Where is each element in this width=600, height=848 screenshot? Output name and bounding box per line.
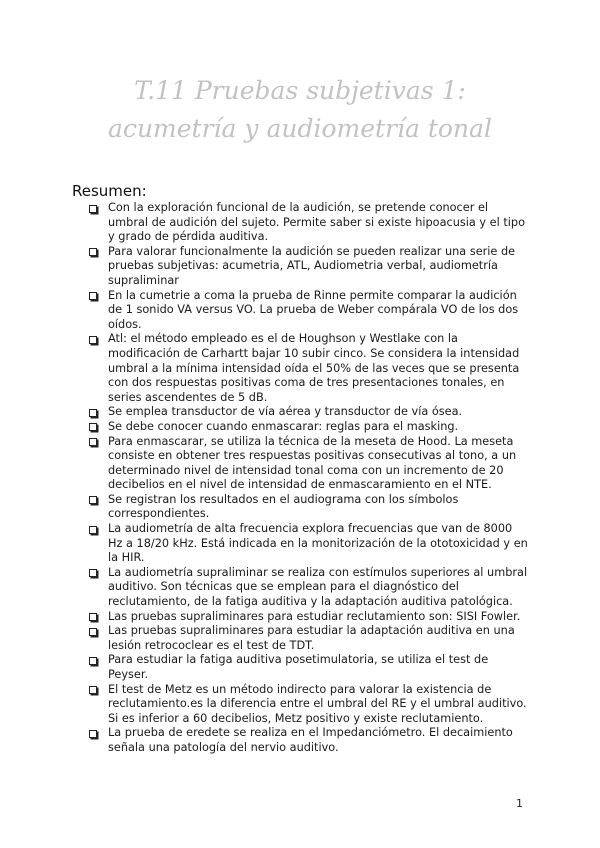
list-item-text: Para enmascarar, se utiliza la técnica de la meseta de Hood. La meseta consiste en obtener tres respuestas positivas consecutivas al tono, a un determinado nivel de intensidad tonal coma con un incremento de 20 decibelios en el nivel de intensidad de enmascaramiento en el NTE. xyxy=(108,434,517,492)
list-item-text: Atl: el método empleado es el de Houghson y Westlake con la modificación de Carhartt bajar 10 subir cinco. Se considera la intensidad umbral a la mínima intensidad oída el 50% de las veces que se presenta con dos respuestas positivas coma de tres presentaciones tonales, en series ascendentes de 5 dB. xyxy=(108,332,520,404)
checkbox-bullet-icon xyxy=(89,496,97,504)
checkbox-bullet-icon xyxy=(89,628,97,636)
list-item xyxy=(88,245,530,289)
checkbox-bullet-icon xyxy=(89,292,97,300)
list-item-text: Las pruebas supraliminares para estudiar reclutamiento son: SISI Fowler. xyxy=(108,609,521,623)
list-item xyxy=(88,566,530,610)
list-item xyxy=(88,522,530,566)
list-item xyxy=(88,332,530,405)
list-item-text: Las pruebas supraliminares para estudiar la adaptación auditiva en una lesión retrococlear es el test de TDT. xyxy=(108,624,515,652)
checkbox-bullet-icon xyxy=(89,423,97,431)
list-item xyxy=(88,201,530,245)
list-item xyxy=(88,493,530,522)
list-item xyxy=(88,610,530,625)
list-item xyxy=(88,683,530,727)
checkbox-bullet-icon xyxy=(89,438,97,446)
checkbox-bullet-icon xyxy=(89,248,97,256)
list-item-text: La audiometría supraliminar se realiza con estímulos superiores al umbral auditivo. Son técnicas que se emplean para el diagnóstico del reclutamiento, de la fatiga auditiva y la adaptación auditiva patológica. xyxy=(108,565,528,609)
list-item xyxy=(88,405,530,420)
checkbox-bullet-icon xyxy=(89,657,97,665)
checkbox-bullet-icon xyxy=(89,336,97,344)
list-item-text: Para valorar funcionalmente la audición se pueden realizar una serie de pruebas subjetivas: acumetria, ATL, Audiometria verbal, audiometría supraliminar xyxy=(108,244,516,287)
checkbox-bullet-icon xyxy=(89,409,97,417)
list-item-text: En la cumetrie a coma la prueba de Rinne permite comparar la audición de 1 sonido VA versus VO. La prueba de Weber compárala VO de los dos oídos. xyxy=(108,288,519,331)
checkbox-bullet-icon xyxy=(89,205,97,213)
page-number: 1 xyxy=(516,797,523,810)
list-item xyxy=(88,726,530,755)
document-title: T.11 Pruebas subjetivas 1: acumetría y audiometría tonal xyxy=(108,76,492,143)
list-item-text: La audiometría de alta frecuencia explora frecuencias que van de 8000 Hz a 18/20 kHz. Está indicada en la monitorización de la ototoxicidad y en la HIR. xyxy=(108,522,528,565)
list-item xyxy=(88,624,530,653)
checkbox-bullet-icon xyxy=(89,730,97,738)
list-item-text: Para estudiar la fatiga auditiva posetimulatoria, se utiliza el test de Peyser. xyxy=(108,653,489,681)
list-item-text: El test de Metz es un método indirecto para valorar la existencia de reclutamiento.es la diferencia entre el umbral del RE y el umbral auditivo. Si es inferior a 60 decibelios, Metz positivo y existe reclutamiento. xyxy=(108,682,527,725)
summary-heading: Resumen: xyxy=(72,182,147,200)
list-item-text: Se emplea transductor de vía aérea y transductor de vía ósea. xyxy=(108,405,463,419)
checkbox-bullet-icon xyxy=(89,526,97,534)
list-item-text: Se registran los resultados en el audiograma con los símbolos correspondientes. xyxy=(108,492,459,521)
summary-list xyxy=(88,201,530,756)
list-item xyxy=(88,289,530,333)
list-item xyxy=(88,435,530,493)
checkbox-bullet-icon xyxy=(89,686,97,694)
list-item-text: Se debe conocer cuando enmascarar: reglas para el masking. xyxy=(108,419,459,433)
checkbox-bullet-icon xyxy=(89,613,97,621)
list-item-text: La prueba de eredete se realiza en el Impedanciómetro. El decaimiento señala una patología del nervio auditivo. xyxy=(108,726,513,754)
list-item xyxy=(88,420,530,435)
list-item-text: Con la exploración funcional de la audición, se pretende conocer el umbral de audición del sujeto. Permite saber si existe hipoacusia y el tipo y grado de pérdida auditiva. xyxy=(108,201,526,244)
list-item xyxy=(88,653,530,682)
checkbox-bullet-icon xyxy=(89,569,97,577)
